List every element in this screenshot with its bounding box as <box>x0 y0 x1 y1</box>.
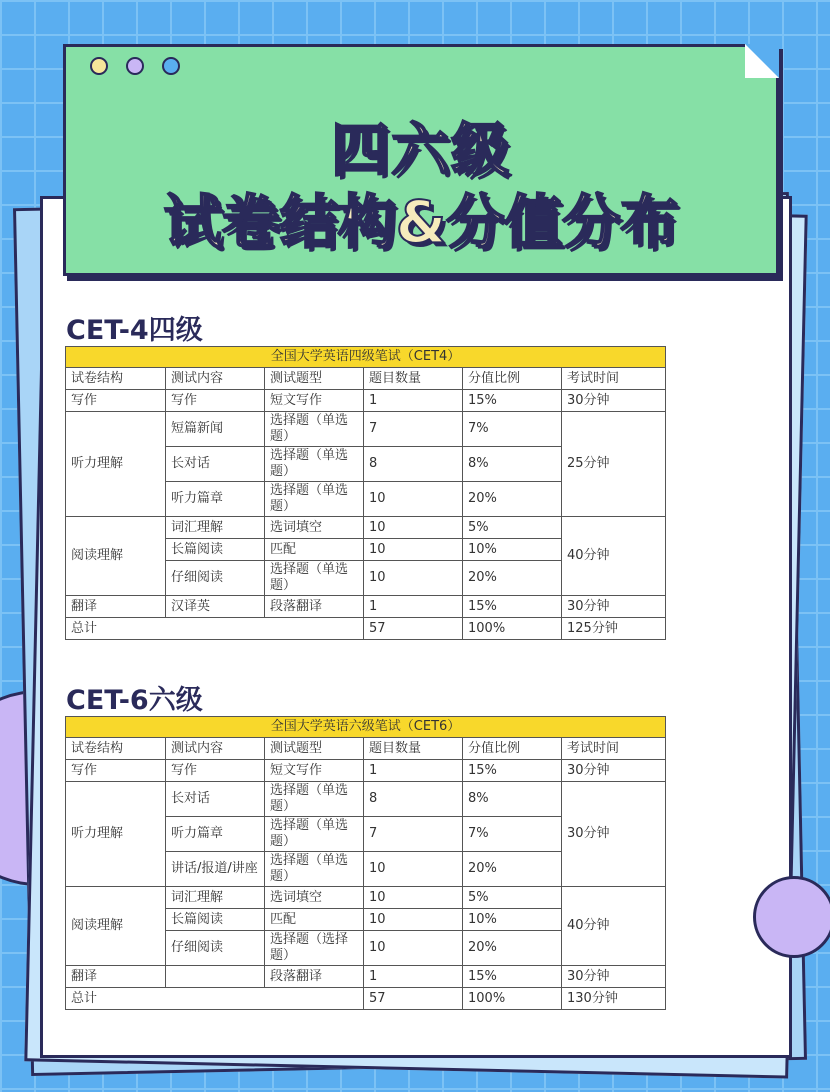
table-cell: 5% <box>463 517 562 539</box>
table-cell: 选择题（单选题） <box>265 482 364 517</box>
table-row <box>66 596 666 618</box>
table-cell: 10 <box>364 931 463 966</box>
table-cell: 40分钟 <box>562 887 666 966</box>
col-header: 测试题型 <box>265 368 364 390</box>
table-cell: 7% <box>463 817 562 852</box>
cet6-heading: CET-6六级 <box>66 685 203 716</box>
table-cell: 1 <box>364 966 463 988</box>
col-header: 试卷结构 <box>66 738 166 760</box>
table-cell: 30分钟 <box>562 782 666 887</box>
table-cell: 10 <box>364 517 463 539</box>
table-row <box>66 517 666 539</box>
table-cell: 15% <box>463 390 562 412</box>
title-banner <box>63 44 779 276</box>
table-cell: 20% <box>463 482 562 517</box>
page-title-line1: 四六级 <box>330 116 511 184</box>
table-cell: 10 <box>364 539 463 561</box>
table-cell: 10 <box>364 887 463 909</box>
col-header: 分值比例 <box>463 368 562 390</box>
table-cell: 选择题（单选题） <box>265 561 364 596</box>
table-cell: 听力理解 <box>66 412 166 517</box>
table-row <box>66 760 666 782</box>
table-cell <box>166 966 265 988</box>
window-dot-purple <box>126 57 144 75</box>
col-header: 测试内容 <box>166 738 265 760</box>
table-total-row <box>66 988 666 1010</box>
table-cell: 30分钟 <box>562 760 666 782</box>
table-cell: 写作 <box>66 390 166 412</box>
table-cell: 7% <box>463 412 562 447</box>
table-cell: 短文写作 <box>265 390 364 412</box>
table-cell: 长对话 <box>166 782 265 817</box>
table-cell: 长篇阅读 <box>166 909 265 931</box>
table-cell: 翻译 <box>66 966 166 988</box>
table-cell: 5% <box>463 887 562 909</box>
table-cell: 20% <box>463 852 562 887</box>
table-cell: 30分钟 <box>562 966 666 988</box>
window-dot-yellow <box>90 57 108 75</box>
col-header: 分值比例 <box>463 738 562 760</box>
table-cell: 选词填空 <box>265 887 364 909</box>
table-cell: 10 <box>364 561 463 596</box>
table-cell: 选择题（选择题） <box>265 931 364 966</box>
table-cell: 讲话/报道/讲座 <box>166 852 265 887</box>
cet6-header-row <box>66 738 666 760</box>
page-title-line2: 试卷结构&分值分布 <box>163 188 679 256</box>
table-cell: 写作 <box>166 390 265 412</box>
table-cell: 1 <box>364 760 463 782</box>
col-header: 题目数量 <box>364 368 463 390</box>
cet6-caption: 全国大学英语六级笔试（CET6） <box>66 717 666 738</box>
table-cell: 30分钟 <box>562 596 666 618</box>
table-cell: 8 <box>364 782 463 817</box>
table-cell: 汉译英 <box>166 596 265 618</box>
table-cell: 长对话 <box>166 447 265 482</box>
table-cell: 130分钟 <box>562 988 666 1010</box>
col-header: 考试时间 <box>562 738 666 760</box>
table-cell: 长篇阅读 <box>166 539 265 561</box>
table-cell: 仔细阅读 <box>166 931 265 966</box>
table-cell: 8% <box>463 782 562 817</box>
table-row <box>66 390 666 412</box>
table-cell: 仔细阅读 <box>166 561 265 596</box>
table-cell: 听力篇章 <box>166 482 265 517</box>
table-cell: 20% <box>463 931 562 966</box>
table-cell: 匹配 <box>265 539 364 561</box>
table-cell: 15% <box>463 966 562 988</box>
table-cell: 翻译 <box>66 596 166 618</box>
table-cell: 10% <box>463 539 562 561</box>
table-row <box>66 887 666 909</box>
table-cell: 57 <box>364 618 463 640</box>
table-cell: 写作 <box>66 760 166 782</box>
table-cell: 段落翻译 <box>265 966 364 988</box>
table-cell: 短文写作 <box>265 760 364 782</box>
table-cell: 1 <box>364 596 463 618</box>
table-cell: 词汇理解 <box>166 887 265 909</box>
table-cell: 10% <box>463 909 562 931</box>
table-cell: 听力篇章 <box>166 817 265 852</box>
table-row <box>66 412 666 447</box>
col-header: 测试内容 <box>166 368 265 390</box>
table-cell: 20% <box>463 561 562 596</box>
table-cell: 选词填空 <box>265 517 364 539</box>
table-cell: 25分钟 <box>562 412 666 517</box>
table-cell: 100% <box>463 618 562 640</box>
table-cell: 选择题（单选题） <box>265 412 364 447</box>
table-cell: 段落翻译 <box>265 596 364 618</box>
col-header: 试卷结构 <box>66 368 166 390</box>
table-cell: 阅读理解 <box>66 887 166 966</box>
table-cell: 阅读理解 <box>66 517 166 596</box>
table-cell: 匹配 <box>265 909 364 931</box>
col-header: 测试题型 <box>265 738 364 760</box>
table-cell: 15% <box>463 596 562 618</box>
table-cell: 选择题（单选题） <box>265 852 364 887</box>
col-header: 题目数量 <box>364 738 463 760</box>
table-cell: 选择题（单选题） <box>265 447 364 482</box>
table-cell: 总计 <box>66 618 364 640</box>
table-total-row <box>66 618 666 640</box>
table-cell: 10 <box>364 909 463 931</box>
col-header: 考试时间 <box>562 368 666 390</box>
table-cell: 总计 <box>66 988 364 1010</box>
table-cell: 10 <box>364 482 463 517</box>
table-cell: 57 <box>364 988 463 1010</box>
table-cell: 选择题（单选题） <box>265 817 364 852</box>
decor-circle-right <box>753 876 830 958</box>
table-row <box>66 782 666 817</box>
table-cell: 写作 <box>166 760 265 782</box>
table-cell: 10 <box>364 852 463 887</box>
table-cell: 40分钟 <box>562 517 666 596</box>
table-cell: 100% <box>463 988 562 1010</box>
cet4-caption: 全国大学英语四级笔试（CET4） <box>66 347 666 368</box>
table-cell: 选择题（单选题） <box>265 782 364 817</box>
table-cell: 7 <box>364 817 463 852</box>
table-cell: 8% <box>463 447 562 482</box>
table-row <box>66 966 666 988</box>
table-cell: 听力理解 <box>66 782 166 887</box>
table-cell: 词汇理解 <box>166 517 265 539</box>
table-cell: 125分钟 <box>562 618 666 640</box>
table-cell: 短篇新闻 <box>166 412 265 447</box>
window-dot-blue <box>162 57 180 75</box>
corner-fold <box>745 44 779 78</box>
table-cell: 7 <box>364 412 463 447</box>
table-cell: 1 <box>364 390 463 412</box>
cet4-header-row <box>66 368 666 390</box>
table-cell: 8 <box>364 447 463 482</box>
table-cell: 30分钟 <box>562 390 666 412</box>
cet4-heading: CET-4四级 <box>66 315 203 346</box>
cet6-table <box>65 716 666 1010</box>
table-cell: 15% <box>463 760 562 782</box>
cet4-table <box>65 346 666 640</box>
